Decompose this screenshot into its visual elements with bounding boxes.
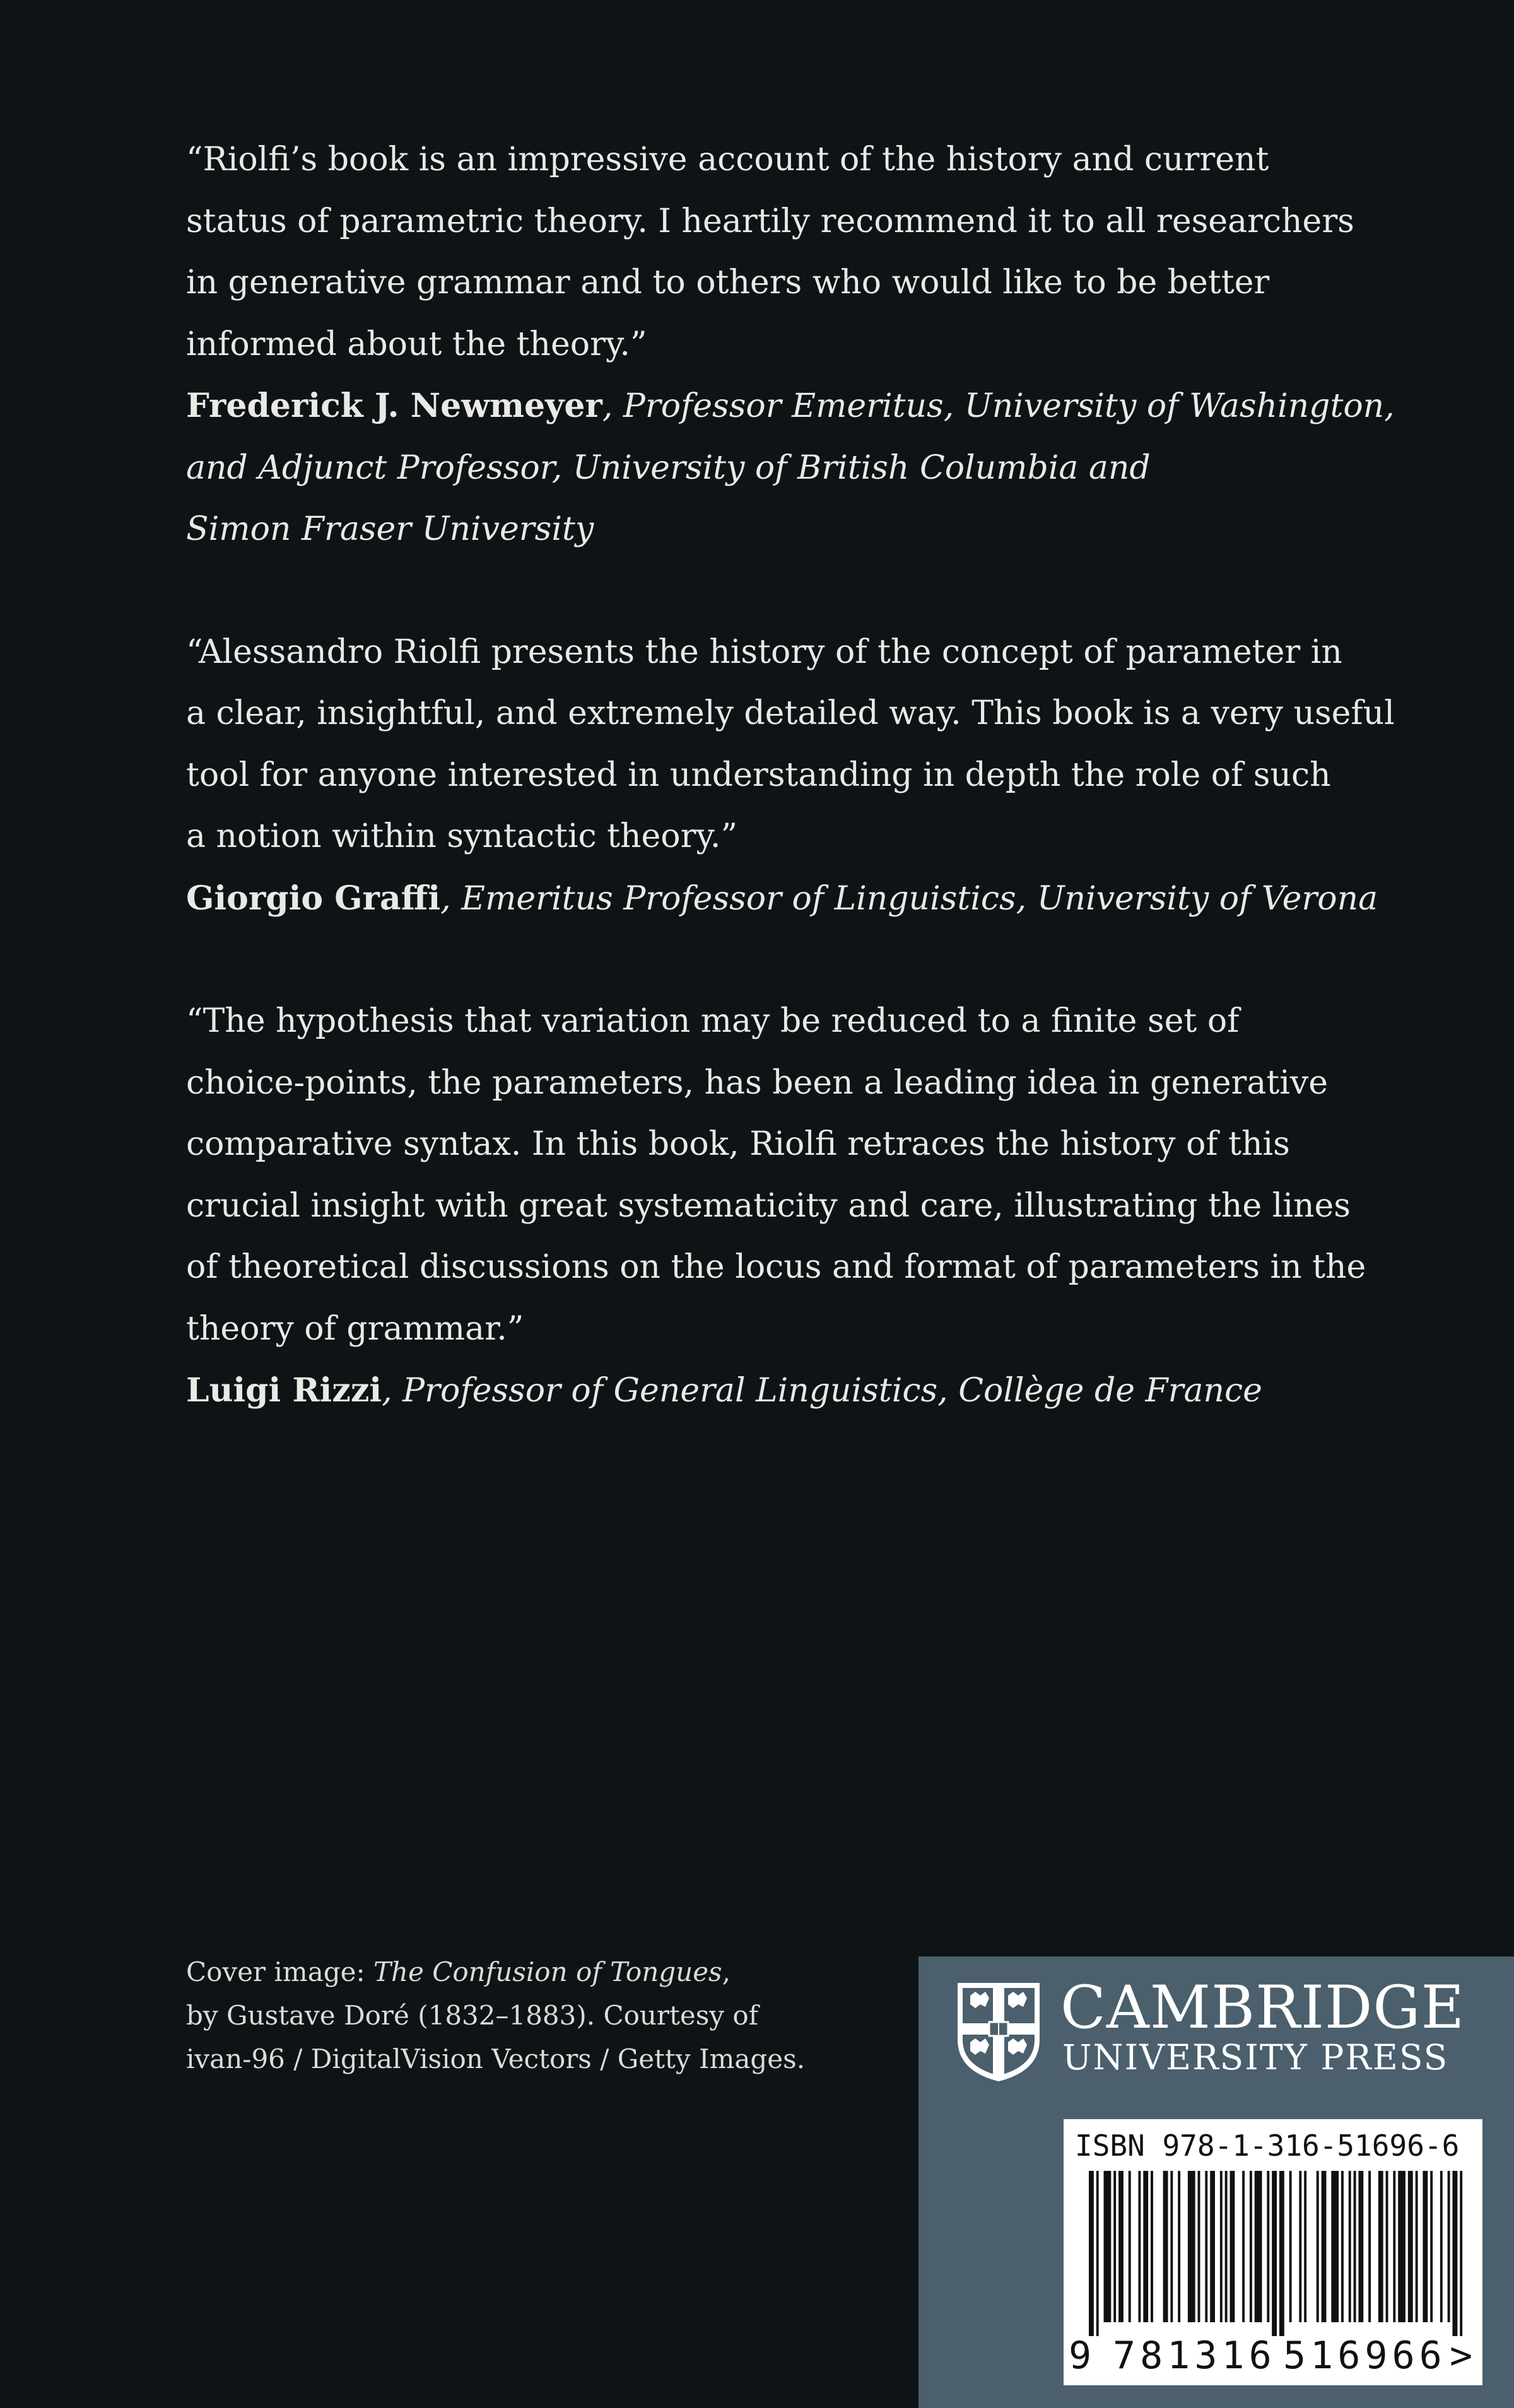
barcode-bar — [1398, 2171, 1405, 2322]
quote-line: theory of grammar.” — [186, 1309, 524, 1348]
barcode-bar — [1393, 2171, 1395, 2322]
quote-line: a notion within syntactic theory.” — [186, 817, 738, 855]
author-name: Giorgio Graffi — [186, 879, 441, 918]
barcode-bar — [1230, 2171, 1235, 2322]
author-affiliation: , Emeritus Professor of Linguistics, University of Verona — [440, 879, 1378, 918]
barcode-bar — [1368, 2171, 1371, 2322]
quote-text — [186, 129, 1359, 375]
barcode-bar — [1210, 2171, 1215, 2322]
barcode-bar — [1255, 2171, 1262, 2322]
barcode-bar — [1358, 2171, 1363, 2322]
barcode-bar — [1198, 2171, 1200, 2322]
barcode-bar — [1289, 2171, 1292, 2322]
artwork-title: The Confusion of Tongues — [373, 1956, 722, 1987]
barcode-bar — [1354, 2171, 1356, 2322]
barcode-bar — [1089, 2171, 1094, 2336]
author-affiliation: Simon Fraser University — [186, 510, 594, 548]
barcode-bar — [1225, 2171, 1228, 2322]
barcode-bar — [1113, 2171, 1116, 2322]
quote-line: “Riolfi’s book is an impressive account of the history and current — [186, 141, 1269, 178]
endorsements — [186, 129, 1395, 1483]
quote-line: crucial insight with great systematicity and care, illustrating the lines — [186, 1186, 1351, 1225]
barcode-label — [1064, 2119, 1482, 2385]
barcode-bar — [1170, 2171, 1173, 2322]
quote-text — [186, 991, 1366, 1360]
quote-line: of theoretical discussions on the locus and format of parameters in the — [186, 1248, 1366, 1286]
barcode-bar — [1317, 2171, 1319, 2322]
barcode-bar — [1408, 2171, 1413, 2322]
quote-line: comparative syntax. In this book, Riolfi retraces the history of this — [186, 1125, 1290, 1163]
endorsement-newmeyer — [186, 129, 1395, 561]
quote-line: “Alessandro Riolfi presents the history of the concept of parameter in — [186, 633, 1342, 671]
barcode-bar — [1104, 2171, 1112, 2322]
barcode-bar — [1242, 2171, 1245, 2322]
barcode-bar — [1096, 2171, 1099, 2336]
barcode-bar — [1205, 2171, 1207, 2322]
author-affiliation: , Professor of General Linguistics, Collège de France — [382, 1372, 1262, 1410]
barcode-bar — [1272, 2171, 1277, 2336]
quote-line: “The hypothesis that variation may be reduced to a finite set of — [186, 1002, 1240, 1040]
barcode-bar — [1304, 2171, 1306, 2322]
barcode-bar — [1178, 2171, 1180, 2322]
barcode-bar — [1430, 2171, 1433, 2322]
author-affiliation: , Professor Emeritus, University of Washington, — [602, 387, 1395, 425]
barcode-bar — [1416, 2171, 1418, 2322]
author-name: Luigi Rizzi — [186, 1371, 382, 1410]
quote-line: status of parametric theory. I heartily recommend it to all researchers — [186, 202, 1354, 240]
author-affiliation: and Adjunct Professor, University of British Columbia and — [186, 448, 1151, 487]
barcode-bar — [1299, 2171, 1301, 2322]
barcode-group-2: 516966 — [1283, 2334, 1447, 2378]
barcode-bar — [1322, 2171, 1327, 2322]
credit-line: by Gustave Doré (1832–1883). Courtesy of — [186, 2000, 759, 2031]
barcode-bar — [1460, 2171, 1462, 2336]
barcode-bar — [1341, 2171, 1344, 2322]
isbn-text: ISBN 978-1-316-51696-6 — [1075, 2129, 1460, 2163]
publisher-panel — [918, 1956, 1514, 2408]
attribution — [186, 375, 1395, 561]
publisher-subtitle: UNIVERSITY PRESS — [1062, 2037, 1449, 2078]
barcode-bars — [1089, 2171, 1467, 2336]
credit-line: ivan-96 / DigitalVision Vectors / Getty Images. — [186, 2043, 806, 2074]
barcode-bar — [1378, 2171, 1383, 2322]
barcode-bar — [1349, 2171, 1351, 2322]
barcode-group-1: 781316 — [1113, 2334, 1276, 2378]
barcode-bar — [1448, 2171, 1450, 2322]
barcode-bar — [1163, 2171, 1168, 2322]
cambridge-crest-icon — [956, 1982, 1041, 2083]
barcode-bar — [1331, 2171, 1339, 2322]
barcode-digits — [1064, 2334, 1482, 2378]
barcode-bar — [1440, 2171, 1443, 2322]
barcode-bar — [1188, 2171, 1195, 2322]
attribution — [186, 868, 1378, 930]
publisher-name: CAMBRIDGE — [1060, 1973, 1465, 2042]
barcode-lead-digit: 9 — [1069, 2334, 1092, 2378]
barcode-bar — [1279, 2171, 1284, 2336]
barcode-bar — [1138, 2171, 1141, 2322]
barcode-bar — [1151, 2171, 1153, 2322]
endorsement-graffi — [186, 622, 1395, 930]
quote-text — [186, 622, 1395, 868]
quote-line: tool for anyone interested in understanding in depth the role of such — [186, 756, 1331, 794]
barcode-bar — [1267, 2171, 1269, 2322]
barcode-bar — [1452, 2171, 1457, 2336]
quote-line: choice-points, the parameters, has been a leading idea in generative — [186, 1063, 1329, 1102]
endorsement-rizzi — [186, 991, 1366, 1422]
barcode-bar — [1143, 2171, 1148, 2322]
cover-image-credit: Cover image: The Confusion of Tongues, by Gustave Doré (1832–1883). Courtesy of ivan-96 / DigitalVision Vectors / Getty Images. — [186, 1950, 880, 2081]
barcode-bar — [1220, 2171, 1223, 2322]
attribution — [186, 1360, 1359, 1422]
credit-prefix: Cover image: — [186, 1956, 373, 1987]
quote-line: a clear, insightful, and extremely detailed way. This book is a very useful — [186, 694, 1395, 732]
barcode-bar — [1386, 2171, 1388, 2322]
barcode-bar — [1250, 2171, 1252, 2322]
author-name: Frederick J. Newmeyer — [186, 387, 602, 425]
barcode-bar — [1423, 2171, 1428, 2322]
quote-line: in generative grammar and to others who would like to be better — [186, 264, 1270, 301]
barcode-bar — [1129, 2171, 1131, 2322]
barcode-bar — [1118, 2171, 1124, 2322]
barcode-end-mark: > — [1450, 2334, 1473, 2378]
quote-line: informed about the theory.” — [186, 325, 647, 363]
